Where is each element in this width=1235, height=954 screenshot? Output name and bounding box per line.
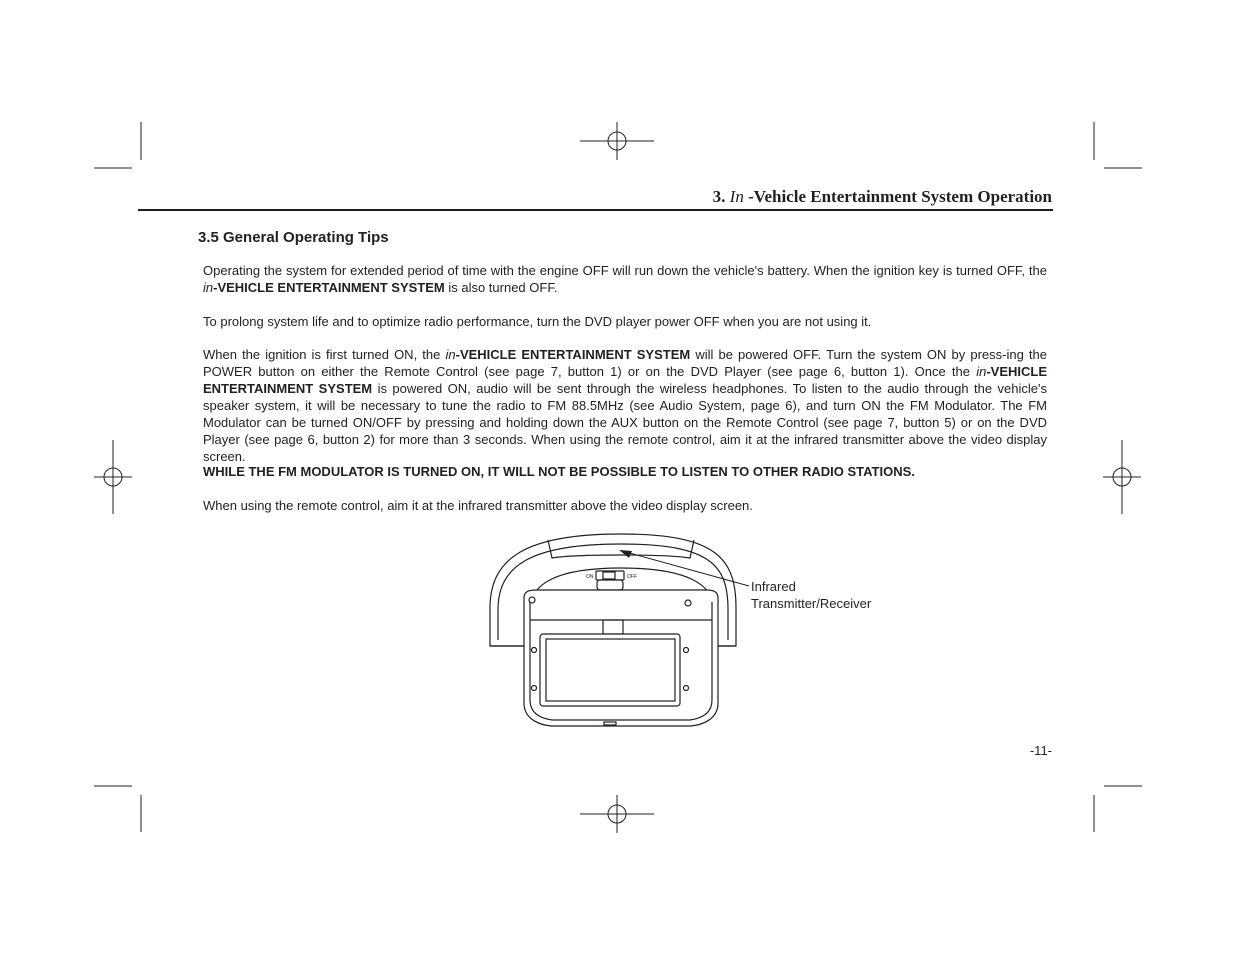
section-heading: 3.5 General Operating Tips <box>198 229 389 246</box>
p1-italic: in <box>203 280 214 295</box>
power-button <box>597 580 623 590</box>
p1-text-b: is also turned OFF. <box>444 280 558 295</box>
chapter-prefix-italic: In <box>729 187 744 206</box>
crop-mark-bottom-left <box>94 786 141 832</box>
paragraph-battery-warning <box>203 262 1047 296</box>
header-divider <box>138 209 1053 211</box>
registration-mark-top <box>580 122 654 160</box>
screen <box>546 639 675 701</box>
crop-mark-top-left <box>94 122 141 168</box>
callout-line-2: Transmitter/Receiver <box>751 596 872 611</box>
switch-off-label: OFF <box>627 574 637 580</box>
chapter-number: 3. <box>712 187 726 206</box>
paragraph-ignition-operation <box>203 346 1047 465</box>
p3-text-a: When the ignition is first turned ON, the <box>203 347 446 362</box>
display-tab <box>603 620 623 634</box>
paragraph-system-life: To prolong system life and to optimize radio performance, turn the DVD player power OFF when you are not using it. <box>203 314 872 329</box>
p3-bold-1: -VEHICLE ENTERTAINMENT SYSTEM <box>455 347 691 362</box>
p3-italic-2: in <box>976 364 987 379</box>
paragraph-fm-warning: WHILE THE FM MODULATOR IS TURNED ON, IT WILL NOT BE POSSIBLE TO LISTEN TO OTHER RADIO STATIONS. <box>203 464 915 479</box>
overhead-dvd-player-illustration <box>486 528 756 738</box>
p3-text-b: will be powered OFF. Turn the system ON by press-ing the POWER button on either the Remote Control (see page 7, button 1) or on the DVD Player (see page 6, button 1). Once the <box>203 347 1047 379</box>
switch-on-label: ON <box>586 574 594 580</box>
p3-bold-2: -VEHICLE ENTERTAINMENT SYSTEM <box>203 364 1047 396</box>
ir-transmitter-callout <box>751 578 871 612</box>
p3-text-c: is powered ON, audio will be sent through the wireless headphones. To listen to the audio through the vehicle's speaker system, it will be necessary to tune the radio to FM 88.5MHz (see Audio System, page 6), and turn ON the FM Modulator. The FM Modulator can be turned ON/OFF by pressing and holding down the AUX button on the Remote Control (see page 7, button 5) or on the DVD Player (see page 6, button 2) for more than 3 seconds. When using the remote control, aim it at the infrared transmitter above the video display screen. <box>203 381 1047 464</box>
chapter-title: -Vehicle Entertainment System Operation <box>748 187 1052 206</box>
page-number: -11- <box>1029 743 1052 758</box>
p3-italic-1: in <box>445 347 456 362</box>
p1-text-a: Operating the system for extended period of time with the engine OFF will run down the vehicle's battery. When the ignition key is turned OFF, the <box>203 263 1047 278</box>
registration-mark-left <box>94 440 132 514</box>
crop-mark-top-right <box>1094 122 1142 168</box>
callout-line-1: Infrared <box>751 579 796 594</box>
registration-mark-bottom <box>580 795 654 833</box>
chapter-header <box>560 187 1052 207</box>
paragraph-remote-tip: When using the remote control, aim it at the infrared transmitter above the video display screen. <box>203 498 753 513</box>
p1-bold: -VEHICLE ENTERTAINMENT SYSTEM <box>213 280 445 295</box>
registration-mark-right <box>1103 440 1141 514</box>
crop-mark-bottom-right <box>1094 786 1142 832</box>
